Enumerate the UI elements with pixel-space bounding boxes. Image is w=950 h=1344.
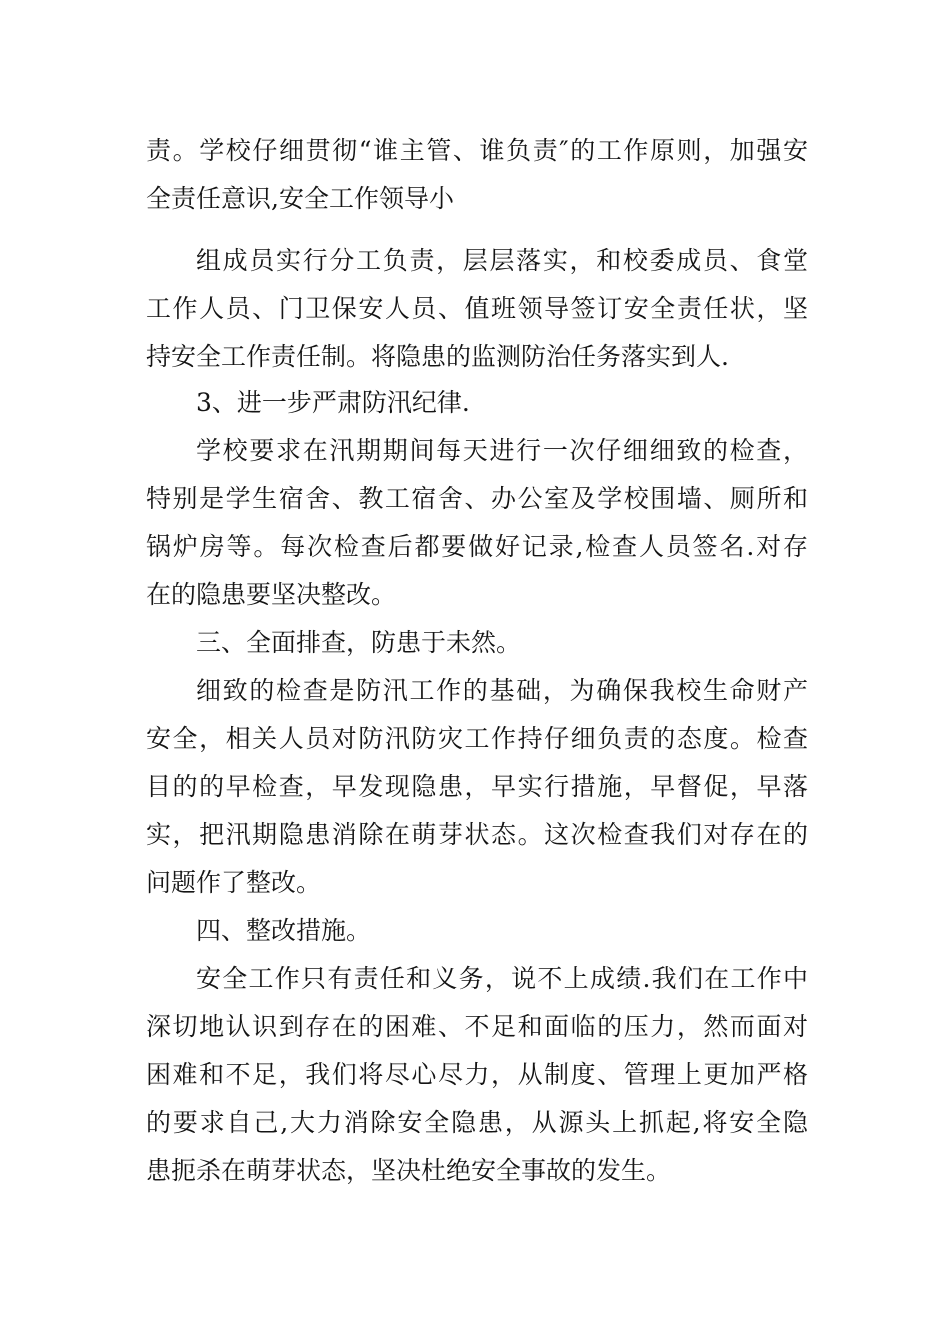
text-line: 责。学校仔细贯彻“谁主管、谁负责″的工作原则，加强安 xyxy=(146,136,808,165)
text-line: 安全，相关人员对防汛防灾工作持仔细负责的态度。检查 xyxy=(146,724,808,753)
text-line: 的要求自己,大力消除安全隐患，从源头上抓起,将安全隐 xyxy=(146,1108,808,1137)
text-line: 学校要求在汛期期间每天进行一次仔细细致的检查， xyxy=(196,436,808,465)
text-line: 持安全工作责任制。将隐患的监测防治任务落实到人. xyxy=(146,342,729,371)
text-line: 深切地认识到存在的困难、不足和面临的压力，然而面对 xyxy=(146,1012,808,1041)
text-line: 安全工作只有责任和义务，说不上成绩.我们在工作中 xyxy=(196,964,808,993)
text-line: 目的的早检查，早发现隐患，早实行措施，早督促，早落 xyxy=(146,772,808,801)
text-line: 在的隐患要坚决整改。 xyxy=(146,580,397,609)
section-heading: 四、整改措施。 xyxy=(196,916,372,945)
text-line: 实，把汛期隐患消除在萌芽状态。这次检查我们对存在的 xyxy=(146,820,808,849)
text-line: 工作人员、门卫保安人员、值班领导签订安全责任状，坚 xyxy=(146,294,808,323)
text-line: 问题作了整改。 xyxy=(146,868,322,897)
text-line: 组成员实行分工负责，层层落实，和校委成员、食堂 xyxy=(196,246,808,275)
text-line: 锅炉房等。每次检查后都要做好记录,检查人员签名.对存 xyxy=(146,532,808,561)
text-line: 全责任意识,安全工作领导小 xyxy=(146,184,454,213)
section-heading: 三、全面排查，防患于未然。 xyxy=(196,628,522,657)
text-line: 细致的检查是防汛工作的基础，为确保我校生命财产 xyxy=(196,676,808,705)
section-heading: 3、进一步严肃防汛纪律. xyxy=(196,388,470,417)
text-line: 困难和不足，我们将尽心尽力，从制度、管理上更加严格 xyxy=(146,1060,808,1089)
text-line: 患扼杀在萌芽状态，坚决杜绝安全事故的发生。 xyxy=(146,1156,672,1185)
text-line: 特别是学生宿舍、教工宿舍、办公室及学校围墙、厕所和 xyxy=(146,484,808,513)
